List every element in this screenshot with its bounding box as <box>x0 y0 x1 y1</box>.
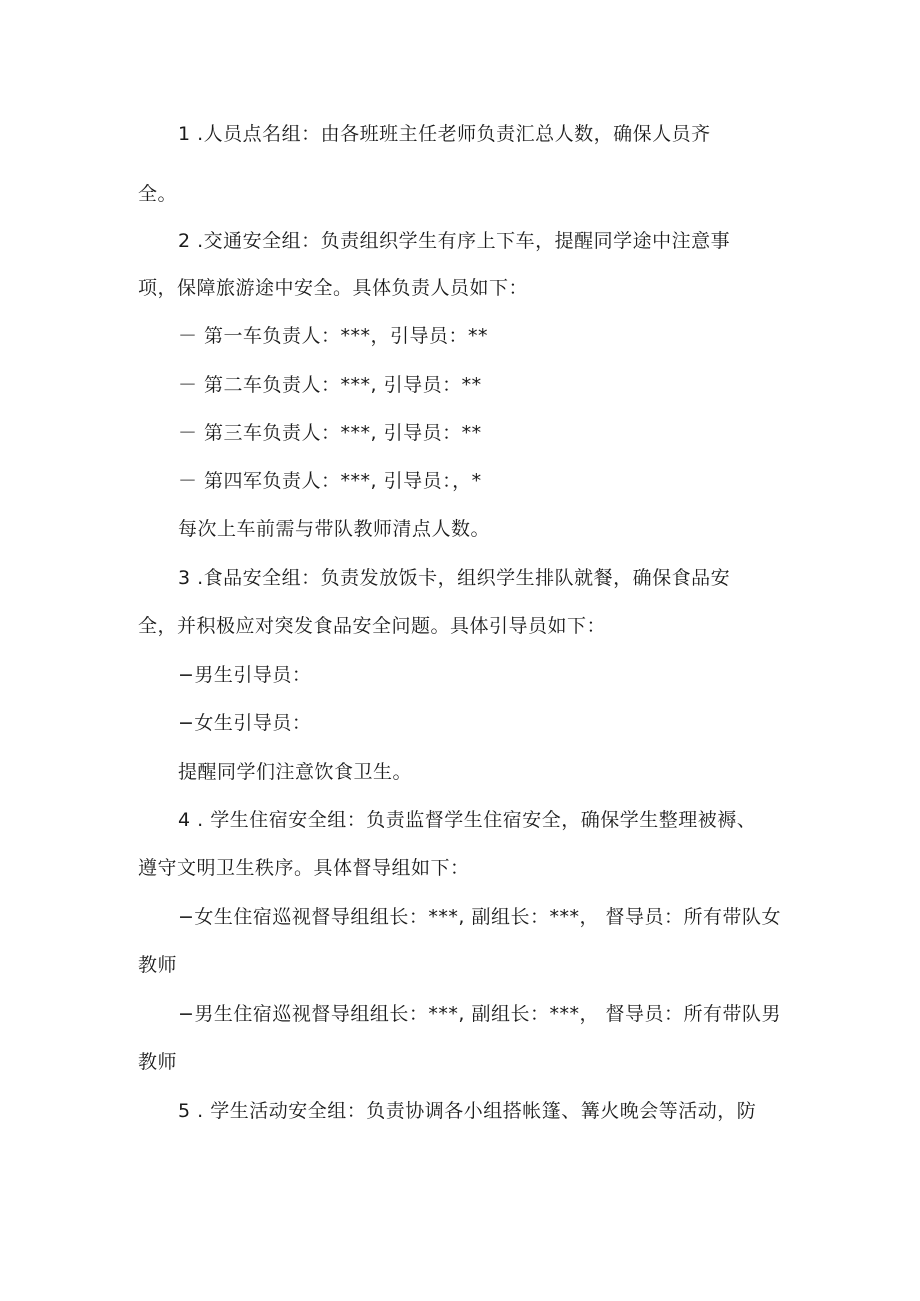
bus-1-item: － 第一车负责人：***，引导员：** <box>178 325 489 347</box>
male-dorm-supervision-line-1: −男生住宿巡视督导组组长：***, 副组长：***， 督导员：所有带队男 <box>178 1003 782 1025</box>
paragraph-2-line-2: 项，保障旅游途中安全。具体负责人员如下： <box>138 277 529 299</box>
female-guide-item: −女生引导员： <box>178 712 312 734</box>
paragraph-3-line-2: 全，并积极应对突发食品安全问题。具体引导员如下： <box>138 615 607 637</box>
paragraph-1-line-2: 全。 <box>138 183 178 205</box>
male-guide-item: −男生引导员： <box>178 664 312 686</box>
bus-2-item: － 第二车负责人：***, 引导员：** <box>178 374 482 396</box>
female-dorm-supervision-line-2: 教师 <box>138 954 178 976</box>
paragraph-4-line-2: 遵守文明卫生秩序。具体督导组如下： <box>138 857 470 879</box>
bus-4-item: － 第四军负责人：***, 引导员：，* <box>178 470 482 492</box>
paragraph-1-line-1: 1 .人员点名组：由各班班主任老师负责汇总人数，确保人员齐 <box>178 123 711 145</box>
paragraph-2-line-1: 2 .交通安全组：负责组织学生有序上下车，提醒同学途中注意事 <box>178 230 731 252</box>
female-dorm-supervision-line-1: −女生住宿巡视督导组组长：***, 副组长：***， 督导员：所有带队女 <box>178 906 782 928</box>
headcount-note: 每次上车前需与带队教师清点人数。 <box>178 518 491 540</box>
paragraph-4-line-1: 4 . 学生住宿安全组：负责监督学生住宿安全，确保学生整理被褥、 <box>178 809 757 831</box>
hygiene-note: 提醒同学们注意饮食卫生。 <box>178 761 413 783</box>
paragraph-3-line-1: 3 .食品安全组：负责发放饭卡，组织学生排队就餐，确保食品安 <box>178 567 731 589</box>
paragraph-5-line-1: 5 . 学生活动安全组：负责协调各小组搭帐篷、篝火晚会等活动，防 <box>178 1100 757 1122</box>
male-dorm-supervision-line-2: 教师 <box>138 1051 178 1073</box>
bus-3-item: － 第三车负责人：***, 引导员：** <box>178 422 482 444</box>
